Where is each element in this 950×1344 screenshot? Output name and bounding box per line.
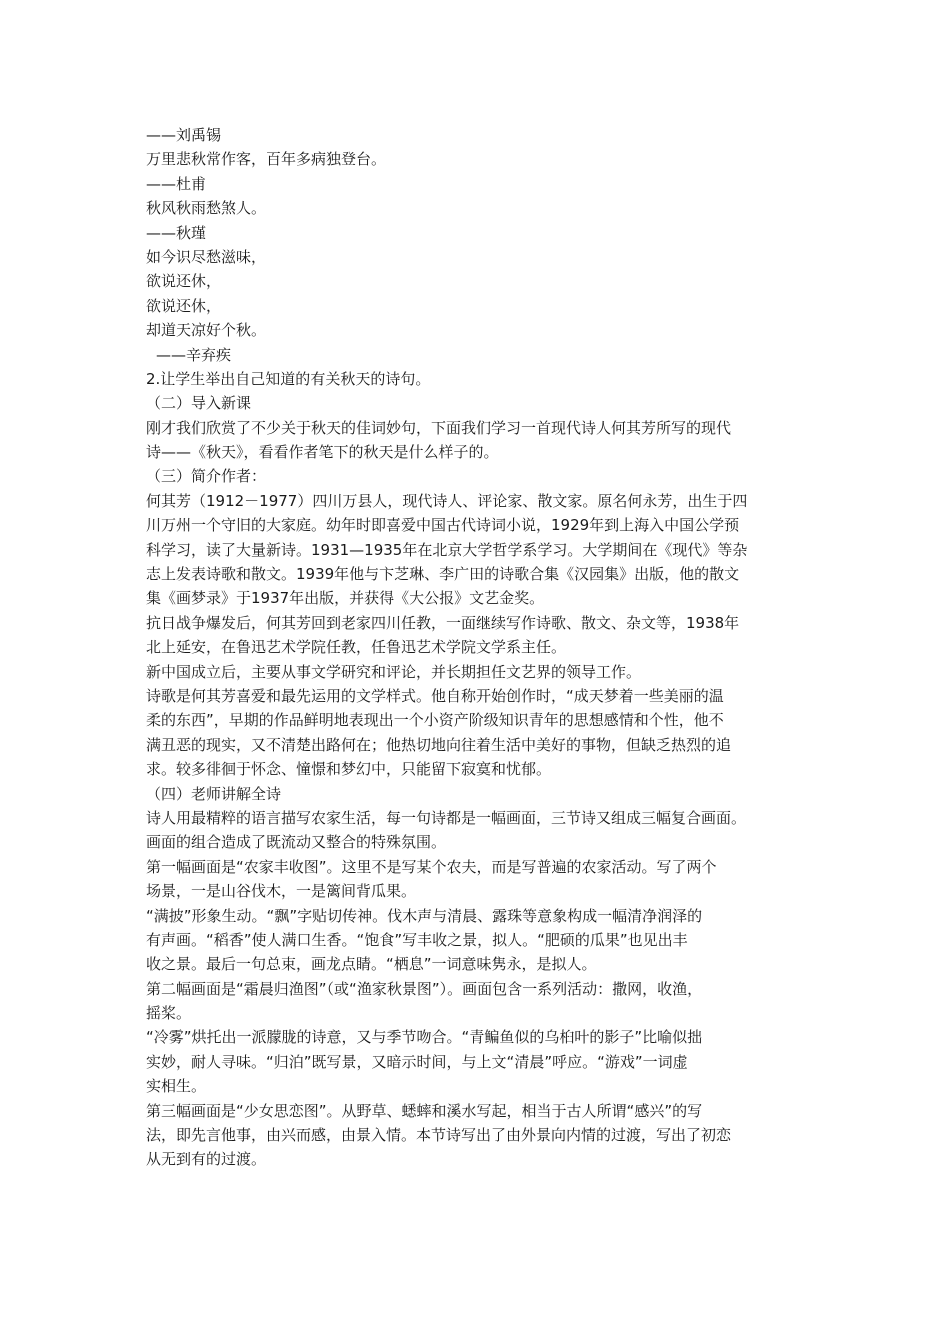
- paragraph-line: 从无到有的过渡。: [146, 1150, 267, 1169]
- paragraph-line: 摇桨。: [146, 1004, 192, 1023]
- poem-line: 却道天凉好个秋。: [146, 321, 267, 340]
- paragraph-line: 何其芳（1912－1977）四川万县人，现代诗人、评论家、散文家。原名何永芳，出生于四: [146, 491, 748, 510]
- paragraph-line: 集《画梦录》于1937年出版，并获得《大公报》文艺金奖。: [146, 589, 545, 608]
- poem-line: 欲说还休，: [146, 296, 222, 315]
- paragraph-line: 志上发表诗歌和散文。1939年他与卞芝琳、李广田的诗歌合集《汉园集》出版，他的散文: [146, 565, 740, 584]
- paragraph-line: 场景，一是山谷伐木，一是篱间背瓜果。: [146, 882, 417, 901]
- paragraph-line: 实相生。: [146, 1077, 207, 1096]
- poem-line: 万里悲秋常作客，百年多病独登台。: [146, 150, 387, 169]
- paragraph-line: 收之景。最后一句总束，画龙点睛。“栖息”一词意味隽永，是拟人。: [146, 955, 597, 974]
- poem-line: 如今识尽愁滋味，: [146, 247, 267, 266]
- paragraph-line: 新中国成立后，主要从事文学研究和评论，并长期担任文艺界的领导工作。: [146, 662, 642, 681]
- document-body: [146, 123, 806, 1172]
- paragraph-line: 科学习，读了大量新诗。1931—1935年在北京大学哲学系学习。大学期间在《现代》等杂: [146, 540, 748, 559]
- attribution-line: ——刘禹锡: [146, 126, 222, 144]
- section-heading: （四）老师讲解全诗: [146, 784, 282, 803]
- paragraph-line: 刚才我们欣赏了不少关于秋天的佳词妙句，下面我们学习一首现代诗人何其芳所写的现代: [146, 418, 732, 437]
- section-heading: （三）简介作者：: [146, 467, 267, 486]
- paragraph-line: 柔的东西”，早期的作品鲜明地表现出一个小资产阶级知识青年的思想感情和个性，他不: [146, 711, 724, 730]
- paragraph-line: 第一幅画面是“农家丰收图”。这里不是写某个农夫，而是写普遍的农家活动。写了两个: [146, 857, 717, 876]
- paragraph-line: 满丑恶的现实，又不清楚出路何在；他热切地向往着生活中美好的事物，但缺乏热烈的追: [146, 735, 732, 754]
- paragraph-line: 第三幅画面是“少女思恋图”。从野草、蟋蟀和溪水写起，相当于古人所谓“感兴”的写: [146, 1101, 703, 1120]
- paragraph-line: 有声画。“稻香”使人满口生香。“饱食”写丰收之景，拟人。“肥硕的瓜果”也见出丰: [146, 930, 688, 949]
- paragraph-line: 第二幅画面是“霜晨归渔图”（或“渔家秋景图”）。画面包含一系列活动：撒网，收渔，: [146, 979, 703, 998]
- paragraph-line: 诗人用最精粹的语言描写农家生活，每一句诗都是一幅画面，三节诗又组成三幅复合画面。: [146, 808, 747, 827]
- paragraph-line: 抗日战争爆发后，何其芳回到老家四川任教，一面继续写作诗歌、散文、杂文等，1938年: [146, 613, 740, 632]
- paragraph-line: 求。较多徘徊于怀念、憧憬和梦幻中，只能留下寂寞和忧郁。: [146, 760, 552, 779]
- paragraph-line: “冷雾”烘托出一派朦胧的诗意，又与季节吻合。“青鳊鱼似的乌桕叶的影子”比喻似拙: [146, 1028, 703, 1047]
- paragraph-line: 北上延安，在鲁迅艺术学院任教，任鲁迅艺术学院文学系主任。: [146, 638, 567, 657]
- attribution-line: ——辛弃疾: [156, 345, 232, 364]
- section-heading: （二）导入新课: [146, 394, 252, 413]
- attribution-line: ——秋瑾: [146, 223, 207, 242]
- poem-line: 欲说还休，: [146, 272, 222, 291]
- paragraph-line: 实妙，耐人寻味。“归泊”既写景，又暗示时间，与上文“清晨”呼应。“游戏”一词虚: [146, 1052, 688, 1071]
- paragraph-line: 法，即先言他事，由兴而感，由景入情。本节诗写出了由外景向内情的过渡，写出了初恋: [146, 1126, 732, 1145]
- paragraph-line: 川万州一个守旧的大家庭。幼年时即喜爱中国古代诗词小说，1929年到上海入中国公学预: [146, 516, 740, 535]
- attribution-line: ——杜甫: [146, 174, 207, 193]
- activity-line: 2.让学生举出自己知道的有关秋天的诗句。: [146, 369, 431, 388]
- paragraph-line: “满披”形象生动。“飘”字贴切传神。伐木声与清晨、露珠等意象构成一幅清净润泽的: [146, 906, 703, 925]
- paragraph-line: 画面的组合造成了既流动又整合的特殊氛围。: [146, 833, 447, 852]
- paragraph-line: 诗——《秋天》，看看作者笔下的秋天是什么样子的。: [146, 443, 499, 462]
- poem-line: 秋风秋雨愁煞人。: [146, 199, 267, 218]
- paragraph-line: 诗歌是何其芳喜爱和最先运用的文学样式。他自称开始创作时，“成天梦着一些美丽的温: [146, 686, 724, 705]
